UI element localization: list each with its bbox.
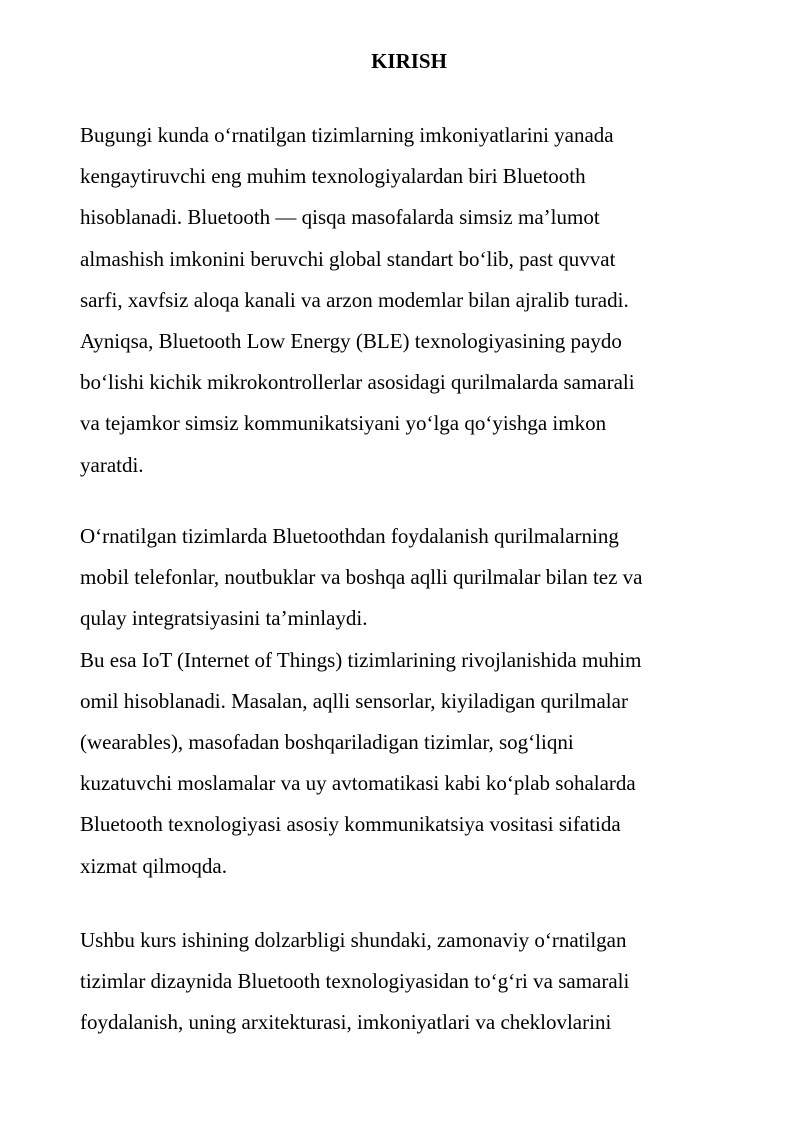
text-line: xizmat qilmoqda. [80, 853, 227, 878]
text-line: almashish imkonini beruvchi global standart bo‘lib, past quvvat [80, 246, 616, 271]
text-line: tizimlar dizaynida Bluetooth texnologiyasidan to‘g‘ri va samarali [80, 969, 630, 994]
text-line: kuzatuvchi moslamalar va uy avtomatikasi kabi ko‘plab sohalarda [80, 771, 636, 796]
text-line: omil hisoblanadi. Masalan, aqlli sensorlar, kiyiladigan qurilmalar [80, 688, 628, 713]
text-line: qulay integratsiyasini ta’minlaydi. [80, 606, 368, 631]
page-title: KIRISH [371, 49, 447, 73]
text-line: Bu esa IoT (Internet of Things) tizimlarining rivojlanishida muhim [80, 647, 642, 672]
text-line: kengaytiruvchi eng muhim texnologiyalardan biri Bluetooth [80, 164, 586, 189]
text-line: (wearables), masofadan boshqariladigan tizimlar, sog‘liqni [80, 729, 574, 754]
text-line: hisoblanadi. Bluetooth — qisqa masofalarda simsiz ma’lumot [80, 205, 600, 230]
text-line: Bluetooth texnologiyasi asosiy kommunikatsiya vositasi sifatida [80, 812, 621, 837]
text-line: sarfi, xavfsiz aloqa kanali va arzon modemlar bilan ajralib turadi. [80, 287, 629, 312]
paragraph-2 [80, 516, 740, 887]
text-line: Ayniqsa, Bluetooth Low Energy (BLE) texnologiyasining paydo [80, 328, 622, 353]
text-line: foydalanish, uning arxitekturasi, imkoniyatlari va cheklovlarini [80, 1010, 612, 1035]
text-line: bo‘lishi kichik mikrokontrollerlar asosidagi qurilmalarda samarali [80, 370, 635, 395]
text-line: yaratdi. [80, 452, 144, 477]
text-line: O‘rnatilgan tizimlarda Bluetoothdan foydalanish qurilmalarning [80, 524, 619, 548]
text-line: Bugungi kunda o‘rnatilgan tizimlarning imkoniyatlarini yanada [80, 123, 614, 147]
text-line: Ushbu kurs ishining dolzarbligi shundaki, zamonaviy o‘rnatilgan [80, 928, 627, 952]
paragraph-1 [80, 115, 740, 486]
text-line: va tejamkor simsiz kommunikatsiyani yo‘lga qo‘yishga imkon [80, 411, 607, 436]
text-line: mobil telefonlar, noutbuklar va boshqa aqlli qurilmalar bilan tez va [80, 565, 643, 590]
paragraph-3 [80, 920, 740, 1044]
